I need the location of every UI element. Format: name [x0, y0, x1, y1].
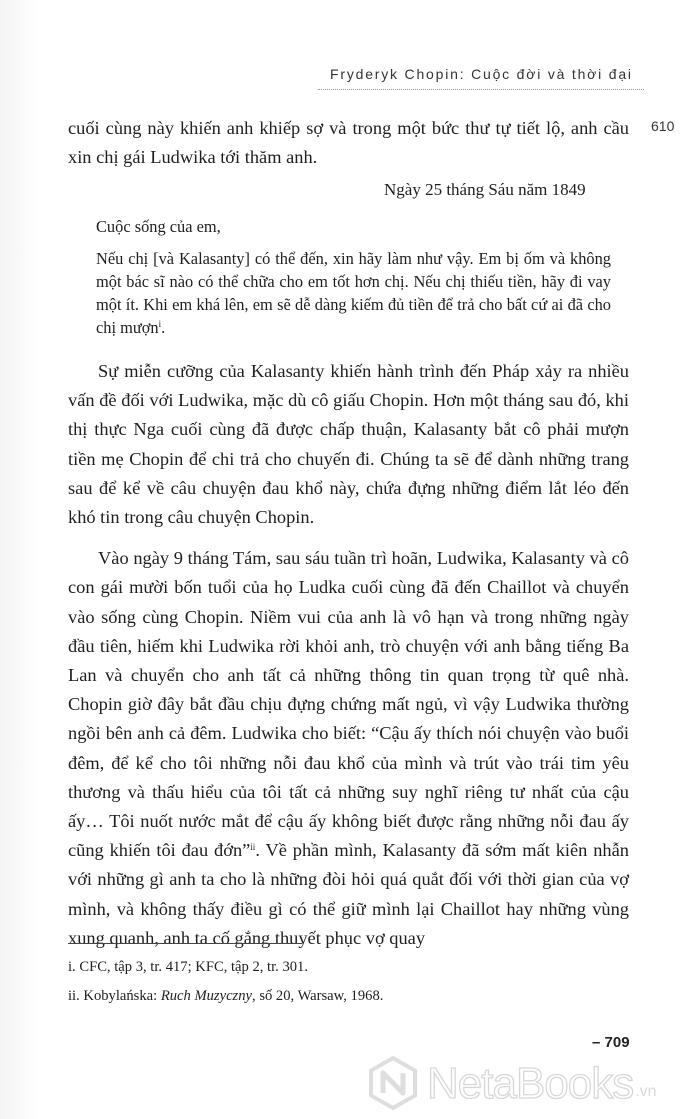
opening-text: cuối cùng này khiến anh khiếp sợ và trong một bức thư tự tiết lộ, anh cầu xin chị gái Ludwika tới thăm anh.	[68, 118, 629, 168]
watermark	[365, 1055, 695, 1111]
footnote-ref-ii: ii	[250, 842, 256, 853]
letter-text-end: .	[161, 318, 166, 337]
margin-number: 610	[651, 118, 675, 134]
footnote-ii-title: Ruch Muzyczny	[160, 988, 253, 1004]
footnote-ii-suffix: , số 20, Warsaw, 1968.	[252, 988, 384, 1004]
header-rule	[318, 89, 644, 90]
footnote-ref-i: i	[158, 319, 162, 329]
netabooks-logo-icon	[365, 1055, 421, 1111]
footnote-rule	[68, 943, 302, 944]
body-paragraphs	[68, 357, 629, 953]
paragraph-3-end: . Về phần mình, Kalasanty đã sớm mất kiên nhẫn với những gì anh ta cho là những đòi hỏi quá quắt đối với thời gian của vợ mình, và không thấy điều gì có thể giữ mình lại Chaillot hay những vùng xung quanh, anh ta cố gắng thuyết phục vợ quay	[68, 840, 629, 948]
letter-text: Nếu chị [và Kalasanty] có thể đến, xin hãy làm như vậy. Em bị ốm và không một bác sĩ nào có thể chữa cho em tốt hơn chị. Nếu chị thiếu tiền, hãy đi vay một ít. Khi em khá lên, em sẽ dễ dàng kiếm đủ tiền để trả cho bất cứ ai đã cho chị mượn	[96, 249, 611, 337]
letter-block	[96, 215, 611, 339]
watermark-domain: .vn	[635, 1083, 657, 1100]
footnote-ii-prefix: ii. Kobylańska:	[68, 988, 161, 1004]
page-number: – 709	[592, 1034, 630, 1051]
watermark-brand: NetaBooks	[427, 1059, 634, 1108]
watermark-text	[427, 1059, 657, 1109]
paragraph-3	[68, 544, 629, 953]
opening-paragraph	[68, 114, 629, 172]
letter-body	[96, 247, 611, 339]
letter-salutation: Cuộc sống của em,	[96, 217, 221, 236]
letter-date: Ngày 25 tháng Sáu năm 1849	[384, 180, 586, 199]
paragraph-2: Sự miễn cưỡng của Kalasanty khiến hành trình đến Pháp xảy ra nhiều vấn đề đối với Ludwika, mặc dù cô giấu Chopin. Hơn một tháng sau đó, khi thị thực Nga cuối cùng đã được chấp thuận, Kalasanty bắt cô phải mượn tiền mẹ Chopin để chi trả cho chuyến đi. Chúng ta sẽ để dành những trang sau để kể về câu chuyện đau khổ này, chứa đựng những điểm lắt léo đến khó tin trong câu chuyện Chopin.	[68, 361, 629, 528]
running-head: Fryderyk Chopin: Cuộc đời và thời đại	[330, 66, 633, 82]
footnote-ii	[68, 988, 383, 1005]
footnote-i: i. CFC, tập 3, tr. 417; KFC, tập 2, tr. 301.	[68, 959, 309, 975]
paragraph-3-text: Vào ngày 9 tháng Tám, sau sáu tuần trì hoãn, Ludwika, Kalasanty và cô con gái mười bốn tuổi của họ Ludka cuối cùng đã đến Chaillot và chuyển vào sống cùng Chopin. Niềm vui của anh là vô hạn và trong những ngày đầu tiên, hiếm khi Ludwika rời khỏi anh, trò chuyện với anh bằng tiếng Ba Lan và chuyển cho anh tất cả những thông tin quan trọng từ quê nhà. Chopin giờ đây bắt đầu chịu đựng chứng mất ngủ, vì vậy Ludwika thường ngồi bên anh cả đêm. Ludwika cho biết: “Cậu ấy thích nói chuyện vào buổi đêm, để kể cho tôi những nỗi đau khổ của mình và trút vào trái tim yêu thương và thấu hiểu của tôi tất cả những suy nghĩ riêng tư nhất của cậu ấy… Tôi nuốt nước mắt để cậu ấy không biết được rằng những nỗi đau ấy cũng khiến tôi đau đớn”	[68, 548, 629, 861]
